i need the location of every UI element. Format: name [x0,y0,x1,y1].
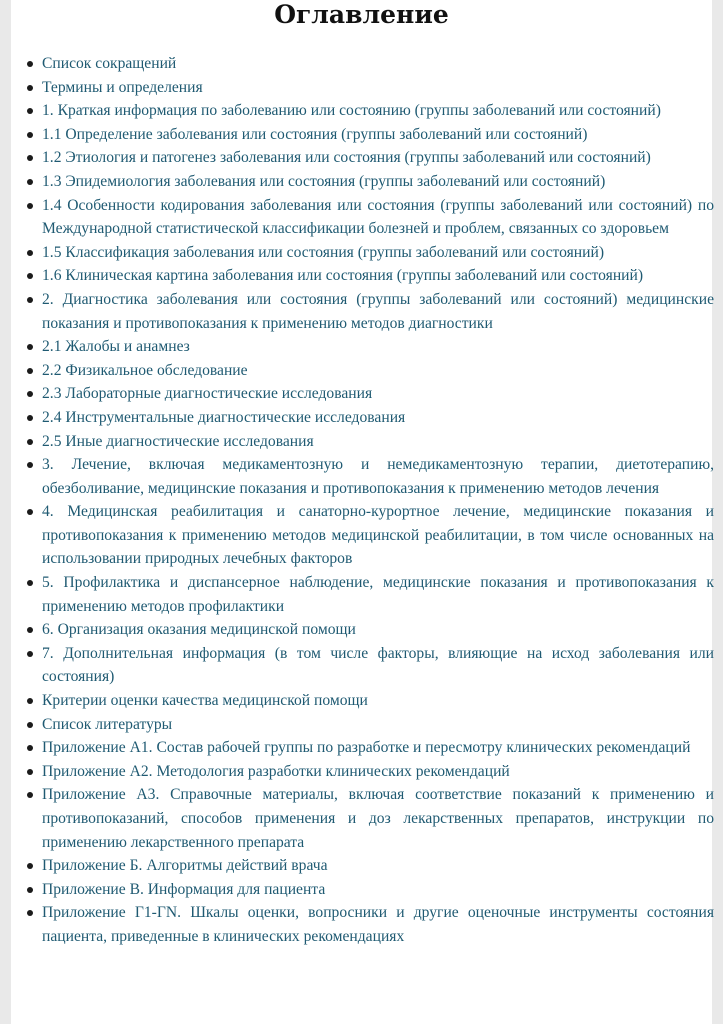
toc-item [24,854,714,878]
toc-item [24,170,714,194]
toc-item [24,335,714,359]
toc-link[interactable]: 6. Организация оказания медицинской помощи [42,621,356,639]
toc-item [24,500,714,571]
toc-item [24,760,714,784]
toc-item [24,194,714,241]
toc-link[interactable]: 1.3 Эпидемиология заболевания или состояния (группы заболеваний или состояний) [42,172,606,190]
toc-link[interactable]: 1. Краткая информация по заболеванию или состоянию (группы заболеваний или состояний) [42,102,661,120]
toc-link[interactable]: Критерии оценки качества медицинской помощи [42,692,368,710]
toc-item [24,359,714,383]
toc-link[interactable]: 2.1 Жалобы и анамнез [42,338,190,356]
toc-item [24,713,714,737]
toc-item [24,288,714,335]
toc-item [24,736,714,760]
toc-link[interactable]: 2. Диагностика заболевания или состояния (группы заболеваний или состояний) медицинские показания и противопоказания к применению методов диагностики [42,290,714,332]
toc-item [24,618,714,642]
page-title: Оглавление [274,0,449,29]
toc-link[interactable]: Приложение Б. Алгоритмы действий врача [42,857,328,875]
toc-item [24,264,714,288]
toc-item [24,453,714,500]
toc-link[interactable]: Приложение В. Информация для пациента [42,880,326,898]
toc-link[interactable]: 1.4 Особенности кодирования заболевания или состояния (группы заболеваний или состояний) по Международной статистической классификации болезней и проблем, связанных со здоровьем [42,196,714,238]
toc-link[interactable]: 1.5 Классификация заболевания или состояния (группы заболеваний или состояний) [42,243,605,261]
toc-link[interactable]: Приложение А2. Методология разработки клинических рекомендаций [42,762,510,780]
toc-link[interactable]: 4. Медицинская реабилитация и санаторно-курортное лечение, медицинские показания и противопоказания к применению методов медицинской реабилитации, в том числе основанных на использовании природных лечебных факторов [42,503,714,568]
toc-item [24,689,714,713]
toc-link[interactable]: Список литературы [42,715,173,733]
toc-item [24,406,714,430]
toc-link[interactable]: Приложение А3. Справочные материалы, включая соответствие показаний к применению и противопоказаний, способов применения и доз лекарственных препаратов, инструкции по применению лекарственного препарата [42,786,714,851]
toc-link[interactable]: 1.1 Определение заболевания или состояния (группы заболеваний или состояний) [42,125,588,143]
toc-link[interactable]: 3. Лечение, включая медикаментозную и немедикаментозную терапии, диетотерапию, обезболивание, медицинские показания и противопоказания к применению методов лечения [42,456,714,497]
toc-link[interactable]: 1.2 Этиология и патогенез заболевания или состояния (группы заболеваний или состояний) [42,149,651,167]
toc-item [24,382,714,406]
toc-item [24,99,714,123]
toc-item [24,52,714,76]
toc-item [24,146,714,170]
toc-link[interactable]: 5. Профилактика и диспансерное наблюдение, медицинские показания и противопоказания к применению методов профилактики [42,574,714,615]
toc-item [24,878,714,902]
toc-link[interactable]: Список сокращений [42,55,177,72]
toc-item [24,76,714,100]
toc-item [24,571,714,618]
toc-link[interactable]: 2.3 Лабораторные диагностические исследования [42,385,373,403]
toc-link[interactable]: 1.6 Клиническая картина заболевания или состояния (группы заболеваний или состояний) [42,267,644,285]
toc-link[interactable]: Приложение А1. Состав рабочей группы по разработке и пересмотру клинических рекомендаций [42,739,691,757]
toc-link[interactable]: 7. Дополнительная информация (в том числе факторы, влияющие на исход заболевания или состояния) [42,644,714,686]
toc-item [24,241,714,265]
toc-link[interactable]: Приложение Г1-ГN. Шкалы оценки, вопросники и другие оценочные инструменты состояния пациента, приведенные в клинических рекомендациях [42,904,714,945]
toc-item [24,901,714,948]
toc-item [24,783,714,854]
toc-link[interactable]: 2.4 Инструментальные диагностические исследования [42,408,406,426]
toc-item [24,430,714,454]
table-of-contents [24,52,714,949]
toc-item [24,642,714,689]
toc-link[interactable]: 2.2 Физикальное обследование [42,361,248,379]
toc-item [24,123,714,147]
toc-link[interactable]: Термины и определения [42,78,203,96]
toc-link[interactable]: 2.5 Иные диагностические исследования [42,432,314,450]
